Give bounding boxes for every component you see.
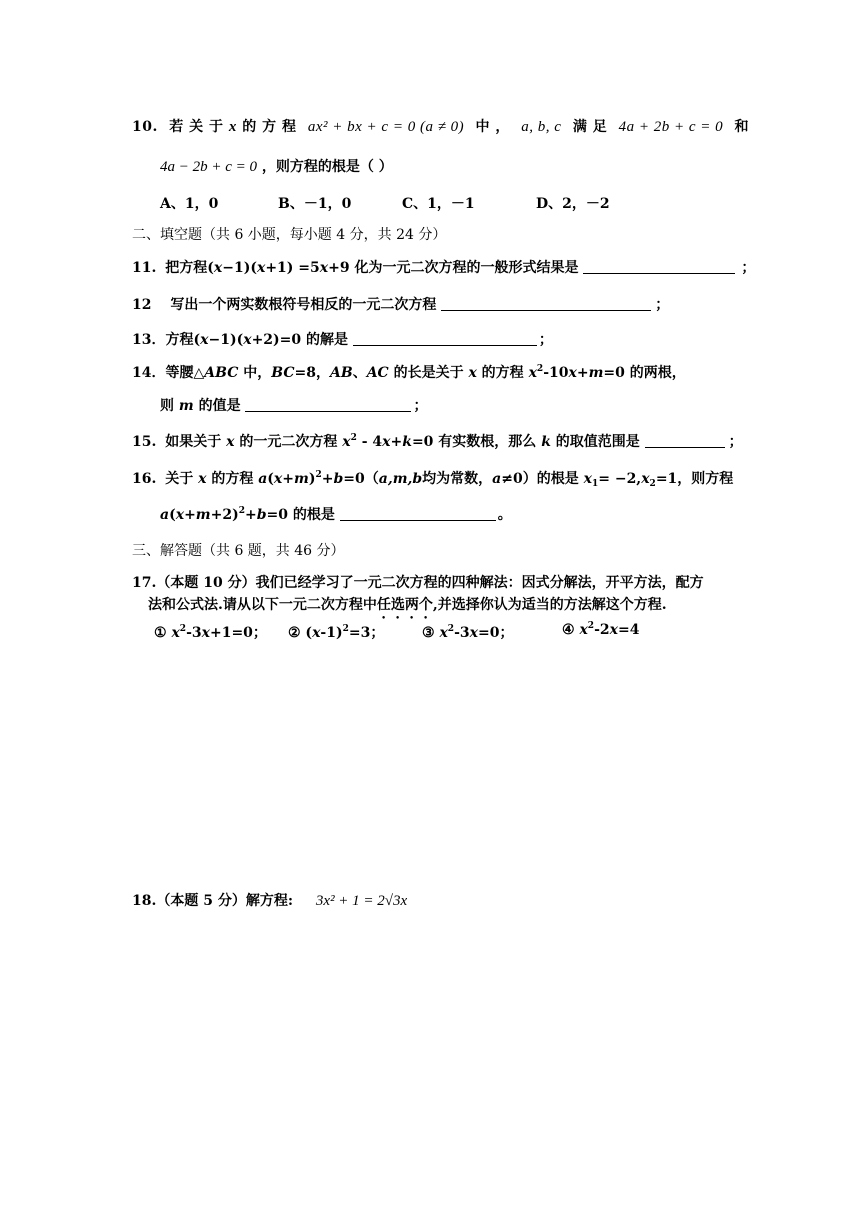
q10-line1 xyxy=(132,117,749,137)
q10-text5: 和 xyxy=(734,119,749,135)
q14-answer-blank[interactable] xyxy=(245,397,411,412)
q18 xyxy=(132,891,407,911)
q10-condition2: 4a − 2b + c = 0 xyxy=(160,159,258,175)
q12-number: 12 xyxy=(132,297,152,313)
q11-var: x xyxy=(213,260,223,276)
q15-answer-blank[interactable] xyxy=(645,433,725,448)
q11-answer-blank[interactable] xyxy=(583,259,735,274)
q10-question: ，则方程的根是（ ） xyxy=(261,159,393,175)
q18-text: （本题 5 分）解方程: xyxy=(156,893,294,909)
q10-line2 xyxy=(160,157,393,177)
q15-number: 15. xyxy=(132,434,157,450)
q17-equation-1: ① $x^2-3x+1=0$； xyxy=(154,624,267,641)
q10-option-c: C、1，－1 xyxy=(402,196,475,212)
q10-text3: 中 ， xyxy=(475,119,510,135)
q16-number: 16. xyxy=(132,471,157,487)
q11: 11. 把方程(x−1)(x+1) =5x+9 化为一元二次方程的一般形式结果是 ； xyxy=(132,260,756,276)
q10-variable: x xyxy=(228,119,237,135)
q10-option-d: D、2，－2 xyxy=(536,196,610,212)
q15: 15. 如果关于 x 的一元二次方程 $x^2 - 4x+k=0$ 有实数根，那么 k 的取值范围是 ； xyxy=(132,433,743,450)
q14-line1: 14．等腰△ABC 中，BC=8，AB、AC 的长是关于 x 的方程 $x^2-10x+m=0$ 的两根， xyxy=(132,364,686,381)
q13: 13．方程(x−1)(x+2)=0 的解是 ； xyxy=(132,332,553,348)
q17-number: 17. xyxy=(132,575,157,591)
q10-text4: 满 足 xyxy=(572,119,608,135)
q10-text2: 的 方 程 xyxy=(242,119,297,135)
q10-condition1: 4a + 2b + c = 0 xyxy=(618,119,724,135)
q16-answer-blank[interactable] xyxy=(340,506,496,521)
q17-line1 xyxy=(132,573,704,593)
q14-line2: 则 m 的值是 ； xyxy=(160,398,428,414)
q10-coefficients: a, b, c xyxy=(521,119,562,135)
q11-number: 11. xyxy=(132,260,157,276)
section3-title: 三、解答题（共 6 题，共 46 分） xyxy=(132,543,345,559)
q14-number: 14． xyxy=(132,365,166,381)
q10-number: 10. xyxy=(132,119,158,135)
q12: 12 写出一个两实数根符号相反的一元二次方程 ； xyxy=(132,297,670,313)
q10-equation: ax² + bx + c = 0 (a ≠ 0) xyxy=(307,119,465,135)
q10-option-b: B、－1，0 xyxy=(278,196,352,212)
q16-line2: $a(x+m+2)^2+b=0$ 的根是 。 xyxy=(160,506,512,523)
q12-text: 写出一个两实数根符号相反的一元二次方程 xyxy=(170,297,437,313)
q17-equation-3: ③ $x^2-3x=0$； xyxy=(422,624,514,641)
q17-equation-4: ④ $x^2-2x=4$ xyxy=(562,621,640,638)
q17-equation-2: ② $(x-1)^2=3$； xyxy=(288,624,385,641)
q10-text1: 若 关 于 xyxy=(169,119,224,135)
q11-text: 把方程( xyxy=(165,260,214,276)
q17-text: （本题 10 分）我们已经学习了一元二次方程的四种解法：因式分解法，开平方法，配方 xyxy=(156,575,704,591)
q12-answer-blank[interactable] xyxy=(441,296,651,311)
q13-number: 13． xyxy=(132,332,166,348)
q10-option-a: A、1，0 xyxy=(160,196,219,212)
section2-title: 二、填空题（共 6 小题，每小题 4 分，共 24 分） xyxy=(132,227,447,243)
q16-line1: 16. 关于 x 的方程 $a(x+m)^2+b=0(a,m,b$均为常数，a≠0）的根是 $x_1= -2,x_2=1$，则方程 xyxy=(132,470,734,489)
q17-emphasis: 任选两个 xyxy=(376,597,433,613)
q18-number: 18. xyxy=(132,893,157,909)
q18-equation: 3x² + 1 = 2√3x xyxy=(315,893,408,909)
q17-line2: 法和公式法.请从以下一元二次方程中任选两个,并选择你认为适当的方法解这个方程. xyxy=(148,597,667,613)
q13-answer-blank[interactable] xyxy=(353,331,537,346)
